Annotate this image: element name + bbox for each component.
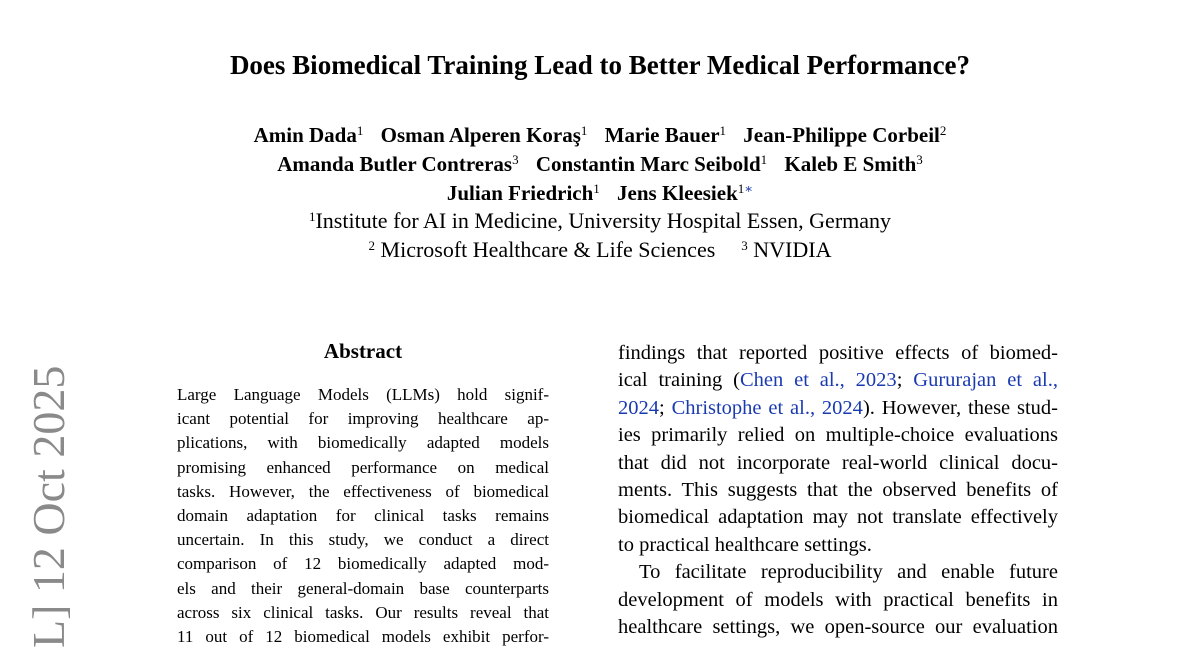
body-line: that did not incorporate real-world clinical docu- bbox=[618, 451, 1058, 474]
author-list bbox=[0, 121, 1200, 208]
abstract-line: promising enhanced performance on medical bbox=[177, 457, 549, 477]
body-line: biomedical adaptation may not translate effectively bbox=[618, 506, 1058, 529]
abstract-line: plications, with biomedically adapted models bbox=[177, 433, 549, 453]
author: Constantin Marc Seibold$^1$ bbox=[535, 152, 768, 176]
author-line-1 bbox=[0, 121, 1200, 150]
paper-title: Does Biomedical Training Lead to Better Medical Performance? bbox=[229, 50, 971, 80]
body-line: findings that reported positive effects of biomed- bbox=[618, 342, 1058, 364]
abstract-text bbox=[177, 383, 549, 649]
author: Marie Bauer$^1$ bbox=[604, 123, 727, 147]
abstract-line: 11 out of 12 biomedical models exhibit perfor- bbox=[177, 627, 549, 647]
author: Julian Friedrich$^1$ bbox=[446, 181, 600, 205]
author-line-3 bbox=[0, 179, 1200, 208]
abstract-line: across six clinical tasks. Our results reveal that bbox=[177, 602, 549, 622]
citation-link[interactable]: Chen et al., 2023 bbox=[739, 369, 897, 392]
body-line: development of models with practical benefits in bbox=[618, 588, 1058, 611]
abstract-line: comparison of 12 biomedically adapted mod- bbox=[177, 554, 549, 574]
abstract-line: icant potential for improving healthcare ap- bbox=[177, 409, 549, 429]
citation-link[interactable]: 2024 bbox=[618, 396, 659, 419]
author: Amanda Butler Contreras$^3$ bbox=[277, 152, 519, 176]
citation-link[interactable]: Gururajan et al., bbox=[913, 369, 1058, 392]
affiliations bbox=[0, 206, 1200, 264]
abstract-line: els and their general-domain base counterparts bbox=[177, 578, 549, 598]
body-line: ments. This suggests that the observed benefits of bbox=[618, 479, 1058, 502]
author: Jens Kleesiek$^{1∗}$ bbox=[617, 181, 754, 205]
abstract-line: uncertain. In this study, we conduct a direct bbox=[177, 530, 549, 550]
body-line: 2024; Christophe et al., 2024). However, these stud- bbox=[618, 396, 1059, 419]
citation-link[interactable]: Christophe et al., 2024 bbox=[671, 396, 863, 419]
author-line-2 bbox=[0, 150, 1200, 179]
author: Jean-Philippe Corbeil$^2$ bbox=[743, 123, 947, 147]
abstract-line: tasks. However, the effectiveness of biomedical bbox=[177, 481, 549, 501]
author: Kaleb E Smith$^3$ bbox=[784, 152, 923, 176]
author: Osman Alperen Koraş$^1$ bbox=[380, 123, 588, 147]
intro-text bbox=[618, 340, 1058, 641]
body-line: ies primarily relied on multiple-choice evaluations bbox=[618, 424, 1058, 447]
body-line: ical training (Chen et al., 2023; Gururajan et al., bbox=[618, 369, 1058, 392]
body-line: healthcare settings, we open-source our evaluation bbox=[618, 616, 1058, 639]
affiliation-2-3: $^2$ Microsoft Healthcare & Life Sciences $^3$ NVIDIA bbox=[368, 237, 832, 262]
footnote-link[interactable]: ∗ bbox=[744, 181, 754, 196]
abstract-heading: Abstract bbox=[323, 339, 403, 363]
body-line: to practical healthcare settings. bbox=[618, 533, 872, 556]
abstract-line: Large Language Models (LLMs) hold signif- bbox=[177, 385, 549, 404]
arxiv-stamp: L] 12 Oct 2025 bbox=[23, 365, 74, 648]
body-line: To facilitate reproducibility and enable future bbox=[639, 561, 1058, 584]
abstract-line: domain adaptation for clinical tasks remains bbox=[177, 506, 549, 526]
affiliation-1: $^1$Institute for AI in Medicine, University Hospital Essen, Germany bbox=[308, 208, 892, 233]
author: Amin Dada$^1$ bbox=[253, 123, 364, 147]
